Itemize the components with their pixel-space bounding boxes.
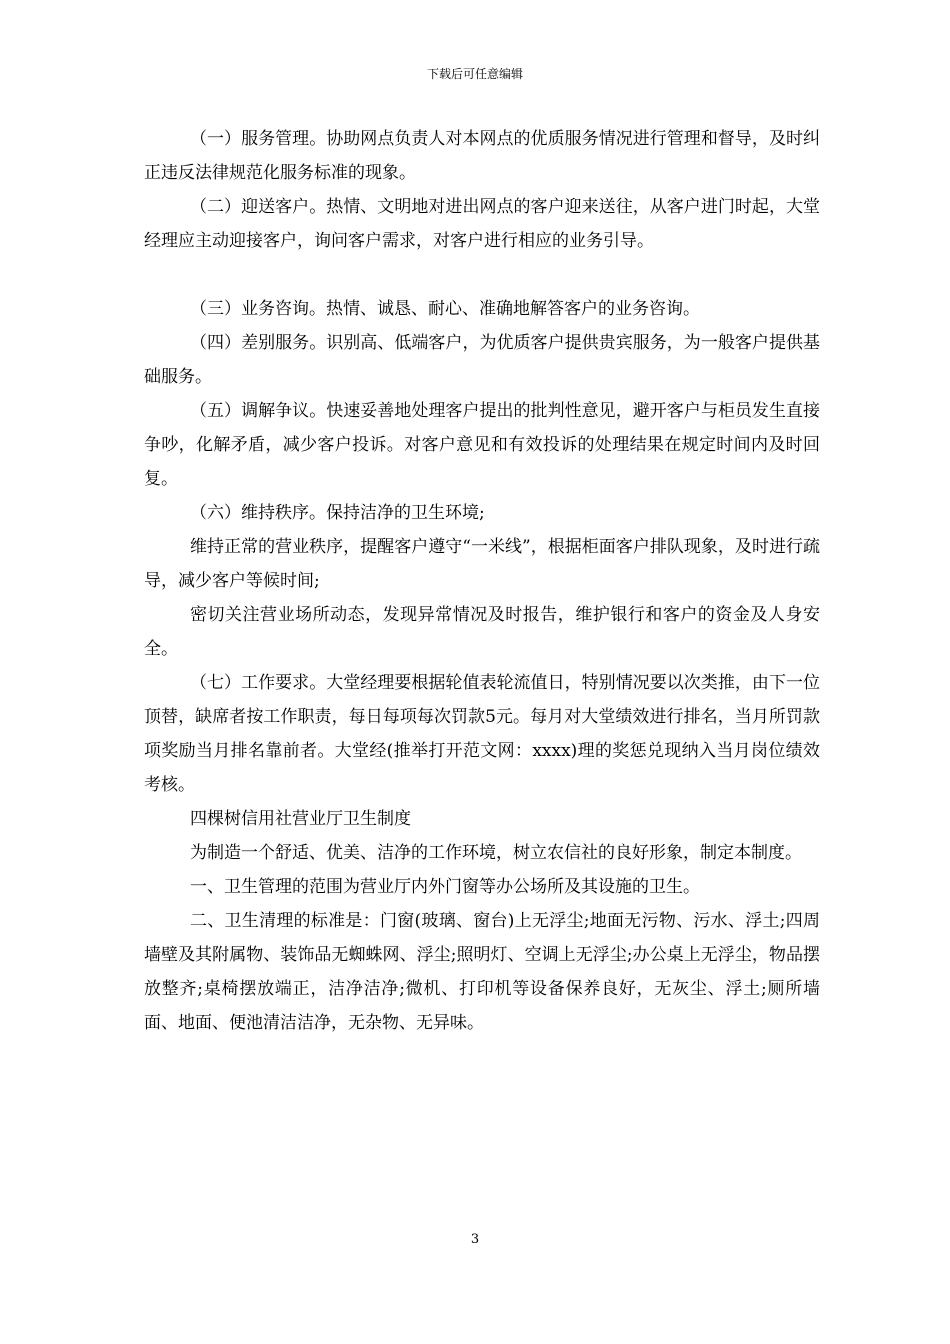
page-header: 下载后可任意编辑	[426, 67, 523, 81]
paragraph-maintain-order: （六）维持秩序。保持洁净的卫生环境;	[190, 503, 485, 523]
paragraph-greeting-customers: （二）迎送客户。热情、文明地对进出网点的客户迎来送往，从客户进门时起，大堂经理应主动迎接客户，询问客户需求，对客户进行相应的业务引导。	[144, 197, 820, 251]
paragraph-service-management: （一）服务管理。协助网点负责人对本网点的优质服务情况进行管理和督导，及时纠正违反法律规范化服务标准的现象。	[144, 129, 820, 183]
paragraph-hygiene-purpose: 为制造一个舒适、优美、洁净的工作环境，树立农信社的良好形象，制定本制度。	[190, 843, 802, 863]
paragraph-hygiene-scope: 一、卫生管理的范围为营业厅内外门窗等办公场所及其设施的卫生。	[190, 877, 700, 897]
paragraph-work-requirements: （七）工作要求。大堂经理要根据轮值表轮流值日，特别情况要以次类推，由下一位顶替，缺席者按工作职责，每日每项每次罚款5元。每月对大堂绩效进行排名，当月所罚款项奖励当月排名靠前者。大堂经(推举打开范文网：xxxx)理的奖惩兑现纳入当月岗位绩效考核。	[144, 673, 820, 795]
paragraph-security-monitoring: 密切关注营业场所动态，发现异常情况及时报告，维护银行和客户的资金及人身安全。	[144, 605, 820, 659]
page-number: 3	[470, 1232, 480, 1247]
paragraph-business-consulting: （三）业务咨询。热情、诚恳、耐心、准确地解答客户的业务咨询。	[190, 299, 700, 319]
paragraph-business-order: 维持正常的营业秩序，提醒客户遵守“一米线”，根据柜面客户排队现象，及时进行疏导，减少客户等候时间;	[144, 537, 820, 591]
paragraph-differentiated-service: （四）差别服务。识别高、低端客户，为优质客户提供贵宾服务，为一般客户提供基础服务。	[144, 333, 820, 387]
paragraph-dispute-mediation: （五）调解争议。快速妥善地处理客户提出的批判性意见，避开客户与柜员发生直接争吵，化解矛盾，减少客户投诉。对客户意见和有效投诉的处理结果在规定时间内及时回复。	[144, 401, 820, 489]
section-title-hygiene-rules: 四棵树信用社营业厅卫生制度	[190, 809, 411, 829]
document-body	[144, 122, 820, 1040]
paragraph-hygiene-standards: 二、卫生清理的标准是：门窗(玻璃、窗台)上无浮尘;地面无污物、污水、浮土;四周墙壁及其附属物、装饰品无蜘蛛网、浮尘;照明灯、空调上无浮尘;办公桌上无浮尘，物品摆放整齐;桌椅摆放端正，洁净洁净;微机、打印机等设备保养良好，无灰尘、浮土;厕所墙面、地面、便池清洁洁净，无杂物、无异味。	[144, 911, 820, 1033]
